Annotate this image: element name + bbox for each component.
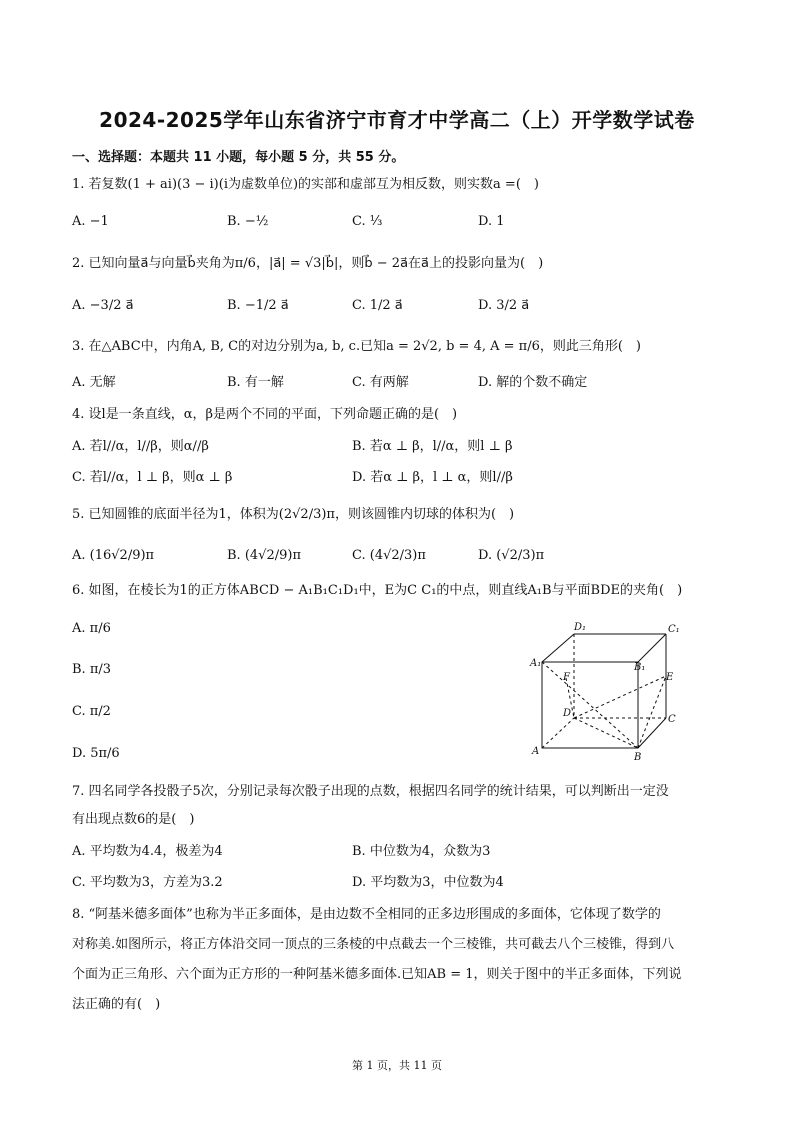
q3-option-a: A. 无解 [72, 375, 116, 390]
q4-option-a: A. 若l//α，l//β，则α//β [72, 439, 209, 454]
q3-option-d: D. 解的个数不确定 [478, 375, 588, 390]
label-a1: A₁ [530, 658, 542, 669]
q7-option-b: B. 中位数为4，众数为3 [352, 844, 491, 859]
label-c1: C₁ [668, 624, 680, 635]
label-a: A [532, 746, 540, 757]
q5-option-a: A. (16√2/9)π [72, 548, 155, 563]
q2-option-b: B. −1/2 a⃗ [227, 298, 289, 313]
question-1-stem: 1. 若复数(1 + ai)(3 − i)(i为虚数单位)的实部和虚部互为相反数，则实数a =( ) [72, 177, 539, 192]
q5-option-c: C. (4√2/3)π [352, 548, 426, 563]
label-d1: D₁ [574, 622, 587, 633]
q1-option-b: B. −½ [227, 214, 269, 229]
q7-option-a: A. 平均数为4.4，极差为4 [72, 844, 223, 859]
question-8-stem-line-1: 8. “阿基米德多面体”也称为半正多面体，是由边数不全相同的正多边形围成的多面体，它体现了数学的 [72, 907, 661, 922]
q2-option-a: A. −3/2 a⃗ [72, 298, 134, 313]
label-c: C [668, 714, 676, 725]
q2-option-c: C. 1/2 a⃗ [352, 298, 403, 313]
question-3-stem: 3. 在△ABC中，内角A, B, C的对边分别为a, b, c.已知a = 2√2, b = 4, A = π/6，则此三角形( ) [72, 339, 641, 354]
cube-figure [526, 612, 696, 762]
q7-option-d: D. 平均数为3，中位数为4 [352, 875, 504, 890]
page-footer: 第 1 页，共 11 页 [352, 1059, 442, 1072]
q6-option-d: D. 5π/6 [72, 746, 120, 761]
label-b1: B₁ [634, 662, 646, 673]
q3-option-b: B. 有一解 [227, 375, 284, 390]
question-8-stem-line-4: 法正确的有( ) [72, 997, 161, 1012]
question-2-stem: 2. 已知向量a⃗与向量b⃗夹角为π/6，|a⃗| = √3|b⃗|，则b⃗ − 2a⃗在a⃗上的投影向量为( ) [72, 256, 544, 271]
q7-option-c: C. 平均数为3，方差为3.2 [72, 875, 223, 890]
q6-option-a: A. π/6 [72, 621, 111, 636]
q1-option-a: A. −1 [72, 214, 109, 229]
exam-title: 2024-2025学年山东省济宁市育才中学高二（上）开学数学试卷 [99, 108, 695, 132]
q1-option-c: C. ⅓ [352, 214, 383, 229]
question-8-stem-line-3: 个面为正三角形、六个面为正方形的一种阿基米德多面体.已知AB = 1，则关于图中的半正多面体，下列说 [72, 967, 682, 982]
label-f: F [563, 672, 570, 683]
q2-option-d: D. 3/2 a⃗ [478, 298, 530, 313]
q4-option-c: C. 若l//α，l ⊥ β，则α ⊥ β [72, 470, 233, 485]
question-7-stem-line-1: 7. 四名同学各投骰子5次，分别记录每次骰子出现的点数，根据四名同学的统计结果，可以判断出一定没 [72, 784, 669, 799]
q3-option-c: C. 有两解 [352, 375, 409, 390]
q1-option-d: D. 1 [478, 214, 505, 229]
label-b: B [634, 752, 642, 762]
q5-option-d: D. (√2/3)π [478, 548, 545, 563]
q6-option-b: B. π/3 [72, 662, 112, 677]
q6-option-c: C. π/2 [72, 704, 111, 719]
question-6-stem: 6. 如图，在棱长为1的正方体ABCD − A₁B₁C₁D₁中，E为C C₁的中点，则直线A₁B与平面BDE的夹角( ) [72, 583, 683, 598]
q5-option-b: B. (4√2/9)π [227, 548, 301, 563]
question-8-stem-line-2: 对称美.如图所示，将正方体沿交同一顶点的三条棱的中点截去一个三棱锥，共可截去八个三棱锥，得到八 [72, 937, 675, 952]
q4-option-d: D. 若α ⊥ β，l ⊥ α，则l//β [352, 470, 513, 485]
question-5-stem: 5. 已知圆锥的底面半径为1，体积为(2√2/3)π，则该圆锥内切球的体积为( ) [72, 507, 515, 522]
q4-option-b: B. 若α ⊥ β，l//α，则l ⊥ β [352, 439, 513, 454]
section-heading: 一、选择题：本题共 11 小题，每小题 5 分，共 55 分。 [72, 150, 405, 165]
label-d: D [563, 708, 572, 719]
label-e: E [666, 672, 674, 683]
question-4-stem: 4. 设l是一条直线，α，β是两个不同的平面，下列命题正确的是( ) [72, 407, 458, 422]
question-7-stem-line-2: 有出现点数6的是( ) [72, 812, 195, 827]
